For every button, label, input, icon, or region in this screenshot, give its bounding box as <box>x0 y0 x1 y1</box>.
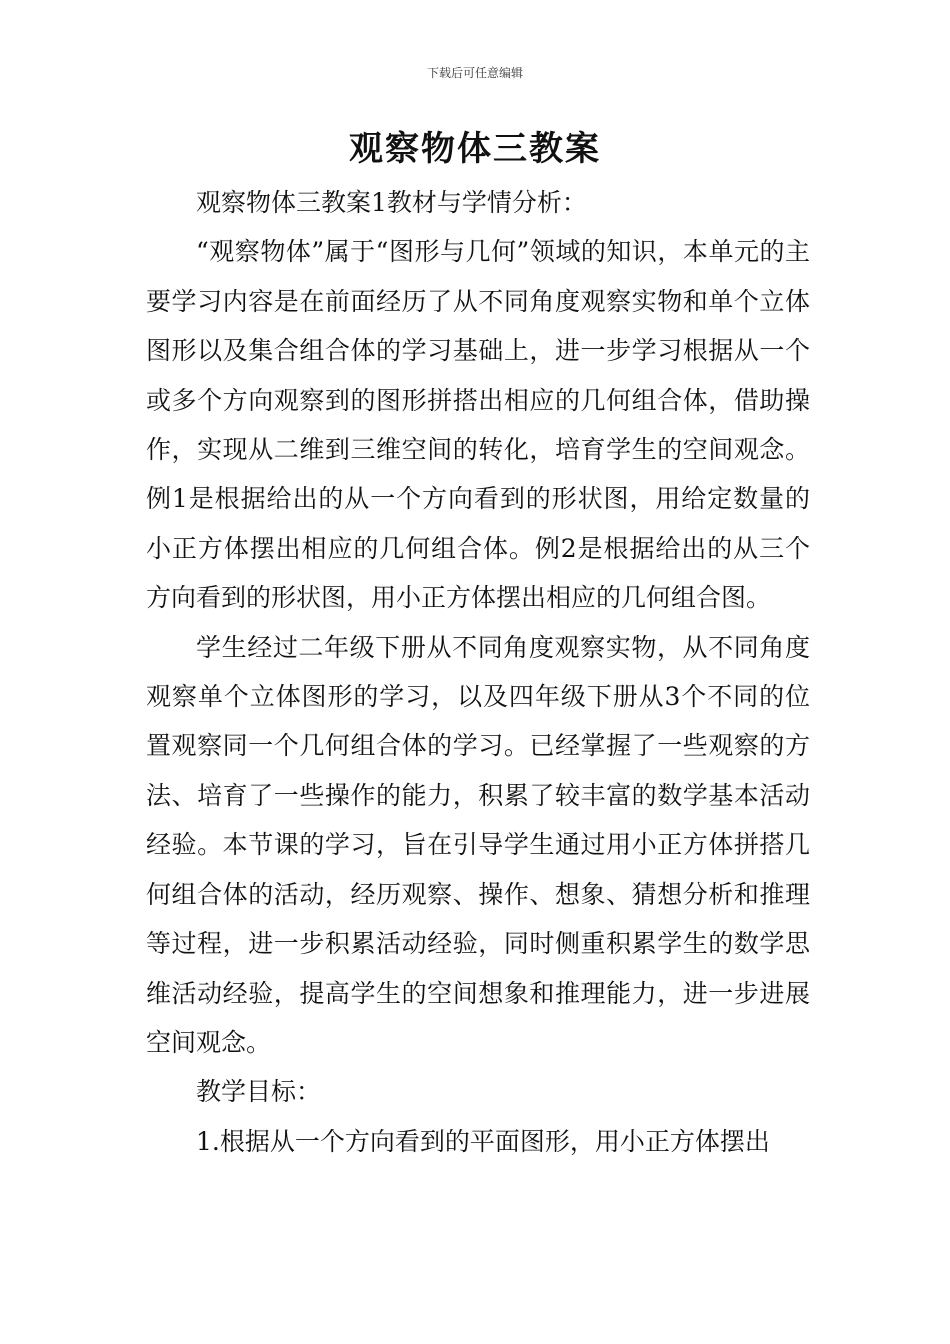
paragraph-student-analysis: 学生经过二年级下册从不同角度观察实物，从不同角度观察单个立体图形的学习，以及四年级下册从3个不同的位置观察同一个几何组合体的学习。已经掌握了一些观察的方法、培育了一些操作的能力，积累了较丰富的数学基本活动经验。本节课的学习，旨在引导学生通过用小正方体拼搭几何组合体的活动，经历观察、操作、想象、猜想分析和推理等过程，进一步积累活动经验，同时侧重积累学生的数学思维活动经验，提高学生的空间想象和推理能力，进一步进展空间观念。 <box>146 632 810 1057</box>
paragraph-objectives-heading: 教学目标： <box>196 1077 322 1107</box>
document-title: 观察物体三教案 <box>349 129 601 169</box>
paragraph-objective-1: 1.根据从一个方向看到的平面图形，用小正方体摆出 <box>196 1126 770 1156</box>
document-body <box>146 178 810 1166</box>
header-note: 下载后可任意编辑 <box>426 66 523 80</box>
paragraph-intro: 观察物体三教案1教材与学情分析： <box>196 188 587 217</box>
paragraph-textbook-analysis: “观察物体”属于“图形与几何”领域的知识，本单元的主要学习内容是在前面经历了从不同角度观察实物和单个立体图形以及集合组合体的学习基础上，进一步学习根据从一个或多个方向观察到的图形拼搭出相应的几何组合体，借助操作，实现从二维到三维空间的转化，培育学生的空间观念。例1是根据给出的从一个方向看到的形状图，用给定数量的小正方体摆出相应的几何组合体。例2是根据给出的从三个方向看到的形状图，用小正方体摆出相应的几何组合图。 <box>146 237 810 613</box>
